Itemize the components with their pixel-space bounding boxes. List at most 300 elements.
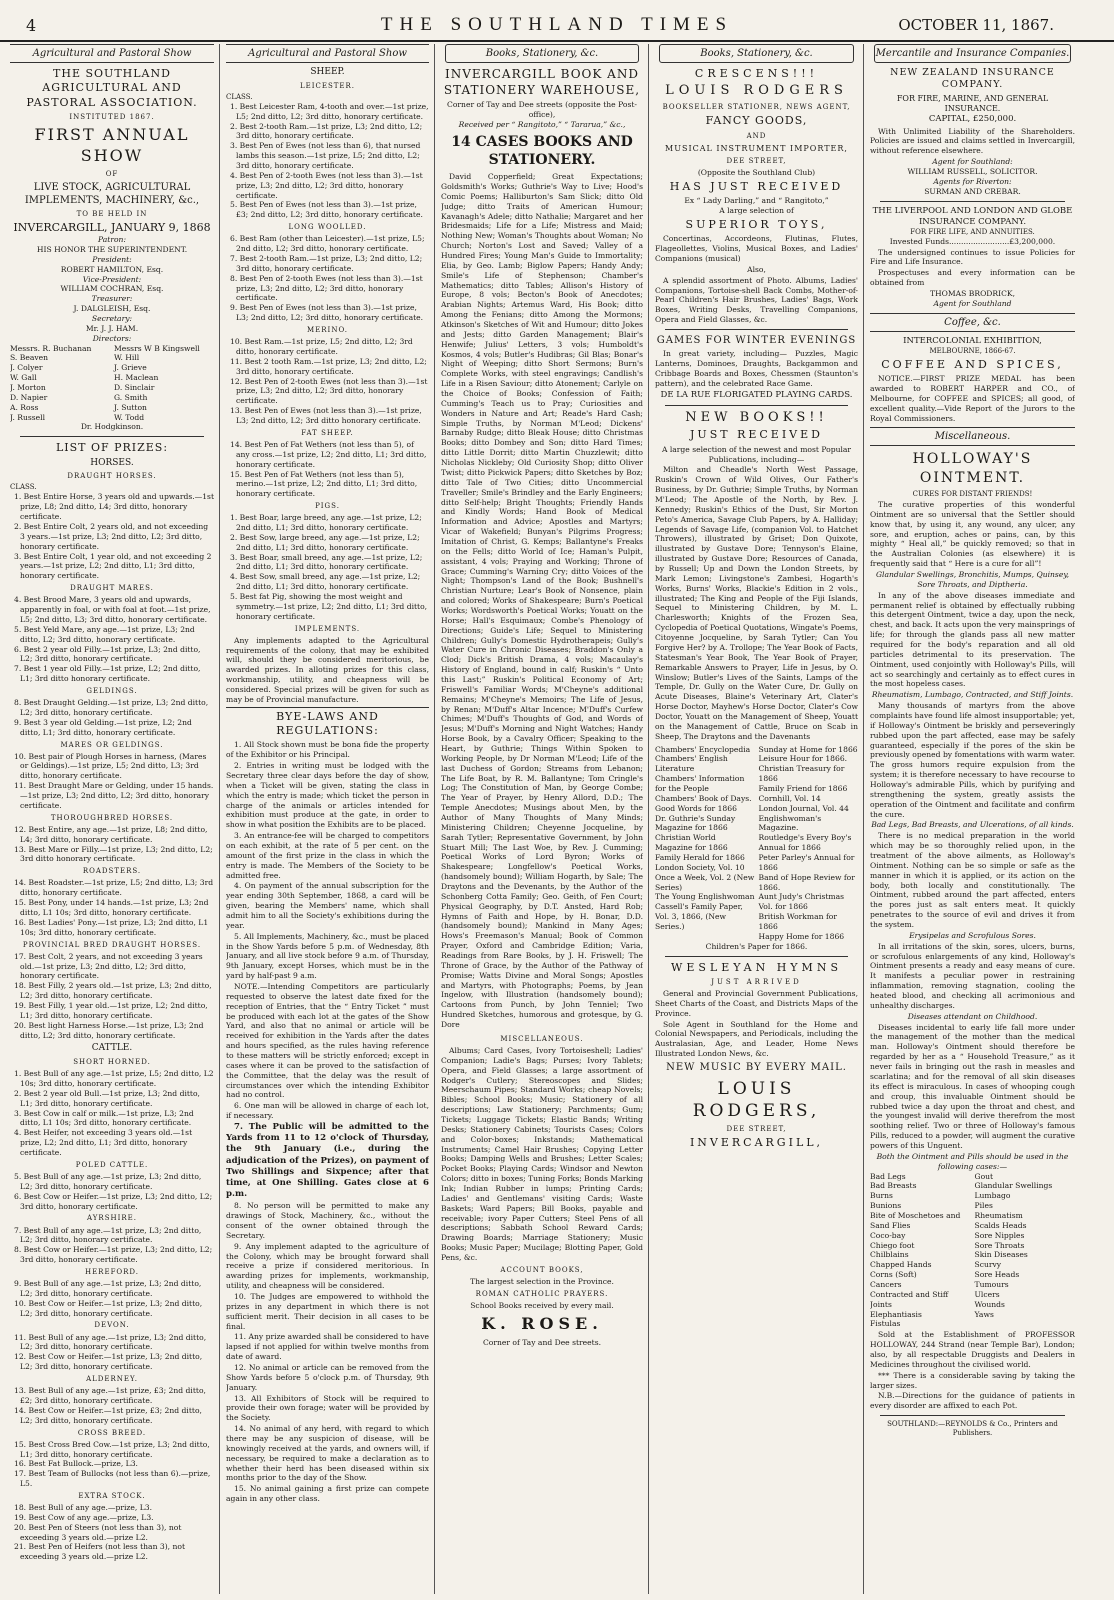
de-la-rue: DE LA RUE FLORIGATED PLAYING CARDS. <box>660 389 853 400</box>
crescens: CRESCENS!!! <box>694 67 819 80</box>
prize-item: 11. Best Draught Mare or Gelding, under 15 hands.—1st prize, L3; 2nd ditto, L2; 3rd ditto, honorary certificate. <box>14 781 214 810</box>
prize-item: 1. Best Entire Horse, 3 years old and upwards.—1st prize, L8; 2nd ditto, L4; 3rd ditto, honorary certificate. <box>14 492 214 522</box>
prize-item: 19. Best Cow of any age.—prize, L3. <box>14 1512 154 1522</box>
large-selection: A large selection of <box>719 206 794 216</box>
patron: HIS HONOR THE SUPERINTENDENT. <box>36 244 188 254</box>
ailment: Scalds Heads <box>974 1220 1027 1230</box>
prize-item: 4. Best Pen of 2-tooth Ewes (not less than 3).—1st prize, L3; 2nd ditto, L2; 3rd ditto, honorary certificate. <box>230 170 423 200</box>
liverpool-title: THE LIVERPOOL AND LONDON AND GLOBE INSURANCE COMPANY. <box>872 205 1073 227</box>
account-books: ACCOUNT BOOKS, <box>500 1265 584 1274</box>
periodical: Leisure Hour for 1866. <box>758 754 848 764</box>
ailment: Sore Heads <box>974 1270 1020 1280</box>
warehouse-address: Corner of Tay and Dee streets (opposite the Post-office), <box>447 100 637 120</box>
invercargill: INVERCARGILL, <box>689 1136 824 1150</box>
prize-item: 14. Best Roadster.—1st prize, L5; 2nd ditto, L3; 3rd ditto, honorary certificate. <box>14 878 214 898</box>
prize-item: 12. Best Cow or Heifer.—1st prize, L3; 2nd ditto, L2; 3rd ditto, honorary certificate. <box>14 1352 203 1372</box>
bylaw: 3. An entrance-fee will be charged to competitors on each exhibit, at the rate of 5 per cent. on the amount of the first prize in the class in which the entry is made. The Members of the Society to be admitted free. <box>226 831 429 880</box>
director: W. Hill <box>114 353 140 363</box>
ailment: Sore Nipples <box>974 1230 1025 1240</box>
section-horses: HORSES. <box>90 457 134 468</box>
periodical: Aunt Judy's Christmas Vol. for 1866 <box>758 892 845 912</box>
prize-item: 9. Best Bull of any age.—1st prize, L3; 2nd ditto, L2; 3rd ditto, honorary certificate. <box>14 1279 202 1298</box>
childrens-paper: Children's Paper for 1866. <box>705 941 808 951</box>
prize-item: 17. Best Colt, 2 years, and not exceeding 3 years old.—1st prize, L3; 2nd ditto, L2; 3rd ditto, honorary certificate. <box>14 951 203 981</box>
director: Dr. Hodgkinson. <box>80 422 144 432</box>
prize-item: 11. Best 2 tooth Ram.—1st prize, L3; 2nd ditto, L2; 3rd ditto, honorary certificate. <box>230 356 427 376</box>
prize-list <box>10 1226 214 1265</box>
prize-item: 3. Best Boar, small breed, any age.—1st prize, L2; 2nd ditto, L1; 3rd ditto, honorary certificate. <box>230 552 423 572</box>
president-label: President: <box>92 254 132 264</box>
agent-southland-label: Agent for Southland: <box>932 157 1013 167</box>
has-just-received: HAS JUST RECEIVED <box>669 180 844 194</box>
prize-list <box>10 698 214 737</box>
prize-item: 6. Best 2 year old Filly.—1st prize, L3; 2nd ditto, L2; 3rd ditto, honorary certificate. <box>14 644 201 664</box>
subsection: GELDINGS. <box>86 686 138 695</box>
nb-note: N.B.—Directions for the guidance of patients in every disorder are affixed to each Pot. <box>870 1391 1075 1411</box>
periodical: British Workman for 1866 <box>758 912 837 931</box>
prize-item: 2. Best Sow, large breed, any age.—1st prize, L2; 2nd ditto, L1; 3rd ditto, honorary certificate. <box>230 532 420 552</box>
prize-item: 9. Best 3 year old Gelding.—1st prize, L2; 2nd ditto, L1; 3rd ditto, honorary certificate. <box>14 717 192 737</box>
periodical: Sunday at Home for 1866 <box>758 744 858 754</box>
saving-note: *** There is a considerable saving by taking the larger sizes. <box>870 1370 1075 1390</box>
holloway-title: HOLLOWAY'S OINTMENT. <box>912 451 1033 486</box>
games-text: In great variety, including— Puzzles, Magic Lanterns, Dominoes, Draughts, Backgammon and Cribbage Boards and Boxes, Chessmen (Staunton's pattern), and the celebrated Race Game. <box>655 349 858 388</box>
prize-item: 11. Best Bull of any age.—1st prize, L3; 2nd ditto, L2; 3rd ditto, honorary certificate. <box>14 1332 207 1352</box>
prize-item: 17. Best Team of Bullocks (not less than 6).—prize, L5. <box>14 1469 211 1489</box>
director: D. Sinclair <box>114 382 155 392</box>
prize-list <box>226 513 429 621</box>
divider <box>20 436 204 437</box>
section-header: Mercantile and Insurance Companies. <box>874 44 1071 63</box>
prize-item: 8. Best Draught Gelding.—1st prize, L3; 2nd ditto, L2; 3rd ditto, honorary certificate. <box>14 698 209 717</box>
school-books: School Books received by every mail. <box>470 1300 614 1310</box>
bylaw: 9. Any implement adapted to the agriculture of the Colony, which may be brought forward shall receive a prize if considered meritorious. In awarding prizes for implements, workmanship, utility, and cheapness will be considered. <box>226 1241 429 1291</box>
prize-item: 14. Best Cow or Heifer.—1st prize, £3; 2nd ditto, L2; 3rd ditto, honorary certificate. <box>14 1405 202 1425</box>
ailment: Wounds <box>974 1299 1005 1309</box>
cases-heading: 14 CASES BOOKS AND STATIONERY. <box>451 133 633 168</box>
ailment: Skin Diseases <box>974 1250 1028 1260</box>
prize-item: 7. Best 2-tooth Ram.—1st prize, L3; 2nd ditto, L2; 3rd ditto, honorary certificate. <box>230 254 423 273</box>
prize-list <box>10 752 214 811</box>
ailment-heading: Bad Legs, Bad Breasts, and Ulcerations, of all kinds. <box>871 820 1074 830</box>
bylaw: 10. The Judges are empowered to withhold the prizes in any department in which there is not sufficient merit. Their decision in all cases to be final. <box>226 1291 429 1331</box>
section-header: Coffee, &c. <box>870 313 1075 332</box>
games-title: GAMES FOR WINTER EVENINGS <box>656 335 857 347</box>
periodical: Dr. Guthrie's Sunday Magazine for 1866 <box>655 813 736 833</box>
subsection: SHORT HORNED. <box>73 1058 151 1067</box>
bylaw: 2. Entries in writing must be lodged with the Secretary three clear days before the day of show, when a Ticket will be given, stating the class in which the entry is made; which ticket the person in charge of the animals or articles intended for exhibition must produce at the gate, in order to show in what position the Exhibits are to be placed. <box>226 761 429 830</box>
bylaw: 14. No animal of any herd, with regard to which there may be any suspicion of disease, will be knowingly received at the yards, and owners will, if necessary, be required to make a declaration as to whether their herd has been diseased within six months prior to the day of the Show. <box>226 1424 429 1483</box>
prize-item: 5. Best Pen of Ewes (not less than 3).—1st prize, £3; 2nd ditto, L2; 3rd ditto, honorary certificate. <box>230 200 423 220</box>
section-cattle: CATTLE. <box>91 1043 133 1054</box>
ailment: Cancers <box>870 1279 902 1289</box>
column-rule <box>219 44 220 1594</box>
prize-item: 20. Best Pen of Steers (not less than 3), not exceeding 3 years old.—prize L2. <box>14 1522 182 1542</box>
periodical: Chambers' Encyclopedia <box>655 744 751 754</box>
ailment-heading: Rheumatism, Lumbago, Contracted, and Stiff Joints. <box>871 690 1074 700</box>
instituted: INSTITUTED 1867. <box>69 112 155 121</box>
column-show-regulations <box>226 44 429 1594</box>
ailment: Chilblains <box>870 1250 909 1260</box>
periodical: Cornhill, Vol. 14 <box>758 793 821 803</box>
ailment-heading: Both the Ointment and Pills should be used in the following cases:— <box>876 1151 1069 1171</box>
prize-item: 15. Best Pony, under 14 hands.—1st prize, L3; 2nd ditto, L1 10s; 3rd ditto, honorary certificate. <box>14 898 209 917</box>
president: ROBERT HAMILTON, Esq. <box>60 264 164 274</box>
book-list: David Copperfield; Great Expectations; Goldsmith's Works; Guthrie's Way to Live; Hood's Comic Poems; Halliburton's Sam Slick; ditto Old Judge; ditto Traits of American Humour; Kavanagh's Adele; ditto Nathalie; Margaret and her Bridesmaids; Life for a Life; Mistress and Maid; Nothing New; Woman's Thoughts about Woman; No Church; Norton's Lost and Saved; Valley of a Hundred Fires; Young Man's Guide to Immortality; Elia, by Geo. Lamb; Biglow Papers; Handy Andy; Smile's Life of Stephenson; Chamber's Mathematics; ditto Tables; Allison's History of Europe, 8 vols; Becton's Book of Anecdotes; Arabian Nights; Artemus Ward, His Book; ditto Among the Fenians; ditto Among the Mormons; Atkinson's Sketches of Wit and Humour; ditto Jokes and Jests; ditto Garden Management; Blair's Henwife; Julius' Letters, 3 vols; Humboldt's Kosmos, 4 vols; Butler's Hudibras; Gil Blas; Bonar's Night of Weeping; ditto Short Sermons; Burn's Complete Works, with steel engravings; Candlish's Life in a Risen Saviour; ditto Atonement; Carlyle on the Choice of Books; Confession of Faith; Cumming's Teach us to Pray; Curiosities and Wonders in Nature and Art; Reade's Hard Cash; Simple Truths, by Norman M'Leod; Dickens' Barnaby Rudge; ditto Bleak House; ditto Christmas Books; ditto Dombey and Son; ditto Hard Times; ditto Little Dorrit; ditto Martin Chuzzlewit; ditto Nicholas Nickleby; Old Curiosity Shop; ditto Oliver Twist; ditto Pickwick Papers; ditto Sketches by Boz; ditto Tale of Two Cities; ditto Uncommercial Traveller; Smile's Brindley and the Early Engineers; ditto Self-help; Bright Thoughts; Friendly Hands and Kindly Words; Hand Book of Medical Information and Advice; Apostles and Martyrs; Vicar of Wakefield; Bunyan's Pilgrims Progress; Imitation of Christ, G. Kemps; Ballantyne's Freaks on the Fells; ditto World of Ice; Haman's Pulpit, assistant, 4 vols; Praying and Working; Throne of Grace; Cumming's Warning Cry; ditto Voices of the Night; Thompson's Land of the Book; Bushnell's Christian Nurture; Lear's Book of Nonsence, plain and colored; Works of Shakespeare; Burn's Poetical Works; Wordsworth's Poetical Works; Youatt on the Horse; Hall's Esquimaux; Combe's Phenology of Directions; Guide's Life; Sequel to Ministering Children; Gully's Domestic Hydrotherapeis; Gully's Water Cure in Chronic Diseases; Braddon's Only a Clod; Dick's British Drama, 4 vols; Macaulay's History of England, bound in calf; Ruskin's “ Unto this Last;” Ruskin's Political Economy of Art; Friswell's Familiar Words; M'Cheyne's additional Remains; M'Cheyne's Memoirs; The Life of Jesus, by Renan; M'Duff's Altar Incence; M'Duff's Curfew Chimes; M'Duff's Thoughts of God, and Words of Jesus; M'Duff's Morning and Night Watches; Handy Horse Book, by a Cavalry Officer; Speaking to the Heart, by Guthrie; Things Within Spoken to Working People, by Dr Norman M'Leod; Life of the last Duchess of Gordon; Streams from Lebanon; The Life Boat, by R. M. Ballantyne; Tom Cringle's Log; The Constitution of Man, by George Combe; The Year of Prayer, by Henry Allord, D.D.; The Temple Anecdotes; Musings about Men, by the Author of Many Thoughts of Many Minds; Ministering Children; Cheyenne Jocqueline, by Sarah Tytler; Representative Government, by John Stuart Mill; The Last Woe, by Rev. J. Cumming; Poetical Works of Lord Byron; Works of Shakespeare; Longfellow's Poetical Works, (handsomely bound); William Hogarth, by Sale; The Draytons and the Devenants, by the Author of the Schonberg Cotta Family; Geo. Geith, of Fen Court; Physical Geography, by D.T. Ansted, Hard Rob; Hymns of Faith and Hope, by H. Bonar, D.D. (handsomely bound); Mankind in Many Ages; Hows's Freemason's Manual; Book of Common Prayer, Oxford and Cambridge Edition; Varia, Readings from Rare Books, by J. H. Friswell; The Throne of Grace, by the Author of the Pathway of Promise; Watts Divine and Moral Songs; Apostles and Martyrs, with Photographs; Poems, by Jean Ingelow, with Illustration (handsomely bound); Cartoons from Punch, by John Tenniel; Two Hundred Sketches, humorous and grotesque, by G. Dore <box>441 172 643 1030</box>
ailment: Sore Throats <box>974 1240 1025 1250</box>
periodicals-list <box>655 745 858 942</box>
prize-item: 10. Best pair of Plough Horses in harness, (Mares or Geldings).—1st prize, L5; 2nd ditto, L3; 3rd ditto, honorary certificate. <box>14 751 207 781</box>
holloway-para: There is no medical preparation in the world which may be so thoroughly relied upon, in the treatment of the above ailments, as Holloway's Ointment. Nothing can be so simple or safe as the manner in which it is applied, or its action on the body, both locally and constitutionally. The Ointment, rubbed around the part affected, enters the pores just as salt enters meat. It quickly penetrates to the source of evil and drives it from the system. <box>870 831 1075 930</box>
ailment: Corns (Soft) <box>870 1270 917 1280</box>
prize-item: 5. Best Yeld Mare, any age.—1st prize, L3; 2nd ditto, L2; 3rd ditto, honorary certificate. <box>14 624 195 644</box>
class-label: CLASS. <box>226 92 253 101</box>
periodical: Cassell's Family Paper, Vol. 3, 1866, (New Series.) <box>655 902 743 931</box>
prize-item: 13. Best Bull of any age.—1st prize, £3; 2nd ditto, £2; 3rd ditto, honorary certificate. <box>14 1386 206 1405</box>
prize-list <box>10 1279 214 1318</box>
implements-text: Any implements adapted to the Agricultural requirements of the colony, that may be exhibited will, should they be considered meritorious, be awarded prizes. In alloting prizes for this class, workmanship, utility, and cheapness will be considered. Special prizes will be given for such as may be of Provincial manufacture. <box>226 635 429 704</box>
periodical: Good Words for 1866 <box>655 803 737 813</box>
periodical: Routledge's Every Boy's Annual for 1866 <box>758 833 852 853</box>
bylaw: 5. All Implements, Machinery, &c., must be placed in the Show Yards before 5 p.m. of Wednesday, 8th January, and all live stock before 9 a.m. of Thursday, 9th January, except Horses, which must be in the yard by half-past 9 a.m. <box>226 931 429 981</box>
prize-list <box>10 1440 214 1489</box>
subsection: MERINO. <box>307 326 348 335</box>
holloway-para: Many thousands of martyrs from the above complaints have found life almost insupportable; yet, if Holloway's Ointment be briskly and perseveringly rubbed upon the part affected, ease may be safely guaranteed, especially if the pores of the skin be previously opened by fomentations with warm water. The gross humors require expulsion from the system; it is therefore necessary to have recourse to Holloway's admirable Pills, which by purifying and strengthening the system, greatly assists the operation of the Ointment and facilitate and confirm the cure. <box>870 701 1075 819</box>
prize-item: 15. Best Cross Bred Cow.—1st prize, L3; 2nd ditto, L1; 3rd ditto, honorary certificate. <box>14 1439 210 1459</box>
ailment: Coco-bay <box>870 1230 906 1240</box>
column-agricultural-show <box>10 44 214 1594</box>
treasurer-label: Treasurer: <box>91 294 133 304</box>
bylaw: 11. Any prize awarded shall be considered to have lapsed if not applied for within twelve months from date of award. <box>226 1332 429 1362</box>
subsection: DRAUGHT MARES. <box>70 584 154 593</box>
periodical: The Young Englishwoman <box>655 892 755 902</box>
prize-item: 16. Best Fat Bullock.—prize, L3. <box>14 1459 138 1469</box>
divider <box>880 201 1065 202</box>
prize-list <box>226 337 429 426</box>
fancy-goods: FANCY GOODS, <box>705 114 808 128</box>
prize-list <box>226 102 429 220</box>
prize-item: 2. Best 2-tooth Ram.—1st prize, L3; 2nd ditto, L2; 3rd ditto, honorary certificate. <box>230 121 423 141</box>
director: Messrs. R. Buchanan <box>10 343 92 353</box>
subsection: LONG WOOLLED. <box>288 223 367 232</box>
prize-item: 10. Best Ram.—1st prize, L5; 2nd ditto, L2; 3rd ditto, honorary certificate. <box>230 337 413 356</box>
show-venue: INVERCARGILL, JANUARY 9, 1868 <box>13 220 211 234</box>
exhibition-title: INTERCOLONIAL EXHIBITION, <box>903 335 1042 346</box>
periodical: Family Herald for 1866 <box>655 852 745 862</box>
just-received: JUST RECEIVED <box>690 428 823 442</box>
bylaw: 12. No animal or article can be removed from the Show Yards before 5 o'clock p.m. of Thursday, 9th January. <box>226 1362 429 1392</box>
nz-insurance-title: NEW ZEALAND INSURANCE COMPANY. <box>890 67 1055 91</box>
prize-item: 20. Best light Harness Horse.—1st prize, L3; 2nd ditto, L2; 3rd ditto, honorary certificate. <box>14 1020 204 1040</box>
sole-agent: Sole Agent in Southland for the Home and Colonial Newspapers, and Periodicals, including the Australasian, Age, and Leader, Home News Illustrated London News, &c. <box>655 1019 858 1059</box>
prize-item: 13. Best Mare or Filly.—1st prize, L3; 2nd ditto, L2; 3rd ditto honorary certificate. <box>14 844 213 864</box>
ailment: Glandular Swellings <box>974 1181 1053 1191</box>
column-insurance-misc <box>870 44 1075 1594</box>
director: D. Napier <box>10 392 48 402</box>
secretary: Mr. J. J. HAM. <box>85 323 139 333</box>
dee-street: DEE STREET, <box>726 157 787 166</box>
toys-text: Concertinas, Accordeons, Flutinas, Flutes, Flageollettes, Violins, Musical Boxes, and Ladies' Companions (musical) <box>655 234 858 264</box>
ailment: Ulcers <box>974 1289 1000 1299</box>
prize-item: 10. Best Cow or Heifer.—1st prize, L3; 2nd ditto, L2; 3rd ditto, honorary certificate. <box>14 1298 203 1318</box>
holloway-para: The curative properties of this wonderful Ointment are so universal that the Settler should know that, by using it, any wound, any ulcer, any sore, and eruption, aches or pains, can, by this mighty “ Heal all,” be quickly removed; so that in the Australian Colonies (as elsewhere) it is frequently said that “ Here is a cure for all”! <box>870 499 1075 569</box>
also-label: Also, <box>747 264 766 274</box>
publication-list: Milton and Cheadle's North West Passage, Ruskin's Crown of Wild Olives, Our Father's Business, by Dr. Guthrie; Simple Truths, by Norman M'Leod; The Apostle of the North, by Rev. J. Kennedy; Ruskin's Ethics of the Dust, Sir Morton Peto's America, Savage Club Papers, by A. Halliday; Legends of Savage Life, (companion Vol. to Hatchet Throwers), illustrated by Griset; Don Quixote, illustrated by Gustave Dore; Tennyson's Elaine, illustrated by Gustave Dore; Resources of Canada, by Russell; Up and Down the London Streets, by Mark Lemon; Livingstone's Zambesi, Hogarth's Works, Burns' Works, Blackie's Edition in 2 vols., illustrated; The King and People of the Fiji Islands, Sequel to Ministering Children, by M. L. Charlesworth; Knights of the Frozen Sea, Cyclopedia of Poetical Quotations, Wingate's Poems, Citoyenne Jocqueline, by Sarah Tytler; Can You Forgive Her? by A. Trollope; The Year Book of Facts, Statesman's Year Book, The Year Book of Prayer, Remarkable Answers to Prayer, Life in Jesus, by O. Winslow; Butler's Lives of the Saints, Lamps of the Temple, Dr. Gully on the Water Cure, Dr. Gully on Acute Diseases, Blaine's Veterinary Art, Clater's Horse Doctor, Mayhew's Horse Doctor, Clater's Cow Doctor, Youatt on the Management of Sheep, Youatt on the Management of Cattle, Bruce on Scab in Sheep, The Draytons and the Davenants <box>655 465 858 741</box>
subsection: LEICESTER. <box>299 81 356 90</box>
wesleyan-hymns: WESLEYAN HYMNS <box>671 960 842 974</box>
prize-list <box>226 234 429 323</box>
ailment: Fistulas <box>870 1319 901 1329</box>
bylaw: 15. No animal gaining a first prize can compete again in any other class. <box>226 1484 429 1504</box>
prize-item: 1. Best Leicester Ram, 4-tooth and over.—1st prize, L5; 2nd ditto, L2; 3rd ditto, honorary certificate. <box>230 101 429 121</box>
misc-title: MISCELLANEOUS. <box>500 1034 584 1043</box>
section-header: Agricultural and Pastoral Show <box>226 44 429 63</box>
section-sheep: SHEEP. <box>310 67 345 77</box>
coffee-title: COFFEE AND SPICES, <box>881 357 1064 371</box>
director: S. Beaven <box>10 353 49 363</box>
liverpool-text: The undersigned continues to issue Policies for Fire and Life Insurance. <box>870 247 1075 267</box>
agent-southland: WILLIAM RUSSELL, SOLICITOR. <box>907 166 1038 176</box>
prize-list <box>10 595 214 684</box>
to-be-held: TO BE HELD IN <box>76 209 148 218</box>
rodgers-footer-name: LOUIS RODGERS, <box>692 1078 821 1122</box>
ailment: Burns <box>870 1191 893 1201</box>
capital-text: With Unlimited Liability of the Shareholders. Policies are issued and claims settled in Invercargill, without reference elsewhere. <box>870 126 1075 156</box>
ailment: Chapped Hands <box>870 1260 932 1270</box>
bylaw: 4. On payment of the annual subscription for the year ending 30th September, 1868, a card will be given, bearing the Members' name, which shall admit him to all the Society's exhibitions during the year. <box>226 881 429 930</box>
periodical: Once a Week, Vol. 2 (New Series) <box>655 872 755 892</box>
column-rule <box>648 44 649 1594</box>
exhibition-sub: MELBOURNE, 1866-67. <box>929 346 1016 355</box>
agent-riverton-label: Agents for Riverton: <box>933 176 1012 186</box>
ailment-heading: Glandular Swellings, Bronchitis, Mumps, Quinsey, Sore Throats, and Diptheria. <box>875 569 1070 589</box>
and-label: AND <box>746 131 767 140</box>
subsection: PROVINCIAL BRED DRAUGHT HORSES. <box>22 940 202 949</box>
subsection: FAT SHEEP. <box>301 428 354 437</box>
prize-item: 16. Best Ladies' Pony.—1st prize, L3; 2nd ditto, L1 10s; 3rd ditto, honorary certificate. <box>14 917 209 937</box>
section-header: Books, Stationery, &c. <box>659 44 854 63</box>
ailment: Elephantiasis <box>870 1309 922 1319</box>
periodical: Christian Treasury for 1866 <box>758 764 845 784</box>
prize-item: 3. Best Pen of Ewes (not less than 6), that nursed lambs this season.—1st prize, L5; 2nd ditto, L2; 3rd ditto, honorary certificate. <box>230 141 421 171</box>
superior-toys: SUPERIOR TOYS, <box>685 218 828 232</box>
ex-ships: Ex “ Lady Darling,” and “ Rangitoto,” <box>684 196 829 206</box>
section-header: Miscellaneous. <box>870 427 1075 446</box>
periodical: Englishwoman's Magazine. <box>758 813 822 833</box>
prize-item: 1. Best Bull of any age.—1st prize, L5; 2nd ditto, L2 10s; 3rd ditto, honorary certificate. <box>14 1069 214 1089</box>
subsection: DEVON. <box>94 1321 130 1330</box>
ailment-heading: Erysipelas and Scrofulous Sores. <box>909 930 1036 940</box>
bylaw: NOTE.—Intending Competitors are particularly requested to observe the latest date fixed for the reception of Entries, that the “ Entry Ticket ” must be produced with each lot at the gates of the Show Yard, and also that no animal or article will be received for exhibition in the Yards after the dates and hours specified, as the rules having reference to these matters will be strictly enforced; except in cases where it can be proved to the satisfaction of the Committee, that the delay was the result of circumstances over which the intending Exhibitor had no control. <box>226 981 429 1100</box>
holloway-para: Diseases incidental to early life fall more under the management of the mother than the medical man. Holloway's Ointment should therefore be regarded by her as a “ Household Treasure,” as it never fails in bringing out the rash in measles and scarlatina; and for the removal of all skin diseases its effect is miraculous. In cases of whooping cough and croup, this invaluable Ointment should be rubbed twice a day upon the throat and chest, and the youngest invalid will derive therefrom the most soothing relief. Two or three of Holloway's famous Pills, reduced to a powder, will augment the curative powers of this Unguent. <box>870 1022 1075 1150</box>
subsection: EXTRA STOCK. <box>78 1491 146 1500</box>
section-header: Agricultural and Pastoral Show <box>10 44 214 63</box>
prize-item: 21. Best Pen of Heifers (not less than 3), not exceeding 3 years old.—prize L2. <box>14 1542 186 1562</box>
opposite-club: (Opposite the Southland Club) <box>697 168 816 178</box>
newspaper-title: THE SOUTHLAND TIMES <box>380 14 734 35</box>
prize-item: 4. Best Sow, small breed, any age.—1st prize, L2; 2nd ditto, L1; 3rd ditto, honorary certificate. <box>230 572 421 592</box>
prize-item: 19. Best Filly, 1 year old.—1st prize, L2; 2nd ditto, L1; 3rd ditto, honorary certificate. <box>14 1000 208 1020</box>
section-header: Books, Stationery, &c. <box>445 44 639 63</box>
ailment: Bite of Moschetoes and Sand Flies <box>870 1210 961 1230</box>
prize-item: 8. Best Pen of 2-tooth Ewes (not less than 3).—1st prize, L3; 2nd ditto, L2; 3rd ditto, honorary certificate. <box>230 273 423 303</box>
also-text: A splendid assortment of Photo. Albums, Ladies' Companions, Tortoise-shell Back Combs, Mother-of-Pearl Children's Hair Brushes, Ladies' Bags, Work Boxes, Writing Desks, Travelling Companions, Opera and Field Glasses, &c. <box>655 275 858 325</box>
ailment: Piles <box>974 1201 993 1211</box>
subsection: CROSS BREED. <box>77 1428 147 1437</box>
prize-item: 6. Best Cow or Heifer.—1st prize, L3; 2nd ditto, L2; 3rd ditto, honorary certificate. <box>14 1191 213 1211</box>
capital: CAPITAL, £250,000. <box>928 114 1017 125</box>
prize-item: 18. Best Bull of any age.—prize, L3. <box>14 1503 153 1513</box>
bylaw: 1. All Stock shown must be bona fide the property of the Exhibitor or his Principal. <box>226 740 429 760</box>
director: W. Gall <box>10 373 37 383</box>
ailment: Bad Breasts <box>870 1181 917 1191</box>
holloway-cures: CURES FOR DISTANT FRIENDS! <box>912 489 1033 498</box>
brodrick-role: Agent for Southland <box>933 298 1012 308</box>
ailment: Lumbago <box>974 1191 1011 1201</box>
directors-list <box>10 344 214 423</box>
bylaw: 8. No person will be permitted to make any drawings of Stock, Machinery, &c., without the consent of the owner obtained through the Secretary. <box>226 1201 429 1240</box>
ailment: Bunions <box>870 1201 902 1211</box>
prize-list <box>10 1172 214 1211</box>
prize-list <box>10 825 214 864</box>
ailment: Yaws <box>974 1309 994 1319</box>
agent-riverton: SURMAN AND CREBAR. <box>924 186 1021 196</box>
ailment: Scurvy <box>974 1260 1002 1270</box>
holloway-para: In any of the above diseases immediate and permanent relief is obtained by effectually rubbing this detergent Ointment, twice a day, upon the neck, chest, and back. It acts upon the very mainsprings of life; for through the glands pass all new matter required for the body's reparation and all old particles detrimental to its preservation. The Ointment, used conjointly with Holloway's Pills, will act so searchingly and certainly as to effect cures in the most hopeless cases. <box>870 590 1075 689</box>
subsection: ROADSTERS. <box>82 867 142 876</box>
printer-imprint: SOUTHLAND:—REYNOLDS & Co., Printers and Publishers. <box>887 1420 1058 1438</box>
prize-item: 2. Best Entire Colt, 2 years old, and not exceeding 3 years.—1st prize, L3; 2nd ditto, L2; 3rd ditto, honorary certificate. <box>14 522 209 551</box>
roman-catholic: ROMAN CATHOLIC PRAYERS. <box>475 1289 609 1298</box>
vp-label: Vice-President: <box>82 274 142 284</box>
periodical: Chambers' English Literature <box>655 754 728 774</box>
prize-item: 7. Best Bull of any age.—1st prize, L3; 2nd ditto, L2; 3rd ditto, honorary certificate. <box>14 1225 202 1245</box>
patron-label: Patron: <box>98 235 126 245</box>
column-invercargill-books <box>441 44 643 1594</box>
bylaw: 6. One man will be allowed in charge of each lot, if necessary. <box>226 1101 429 1121</box>
periodical: Chambers' Information for the People <box>655 774 745 793</box>
new-books: NEW BOOKS!! <box>685 409 828 425</box>
holloway-para: In all irritations of the skin, sores, ulcers, burns, or scrofulous enlargements of any kind, Holloway's Ointment presents a ready and easy means of cure. It manifests a peculiar power in restraining inflammation, removing stagnation, cooling the heated blood, and checking all acrimonious and unhealthy discharges. <box>870 941 1075 1010</box>
prize-list <box>10 1069 214 1158</box>
subsection: ALDERNEY. <box>86 1375 138 1384</box>
bylaw-public-admission: 7. The Public will be admitted to the Yards from 11 to 12 o'clock of Thursday, the 9th January (i.e., during the adjudication of the Prizes), on payment of Two Shillings and Sixpence; after that time, at One Shilling. Gates close at 6 p.m. <box>226 1122 429 1200</box>
prize-item: 4. Best Heifer, not exceeding 3 years old.—1st prize, L2; 2nd ditto, L1; 3rd ditto, honorary certificate. <box>14 1128 193 1158</box>
page-number: 4 <box>26 16 37 35</box>
prize-item: 15. Best Pen of Fat Wethers (not less than 5), merino.—1st prize, L2; 2nd ditto, L1; 3rd ditto, honorary certificate. <box>230 469 418 499</box>
periodical: Chambers' Book of Days. <box>655 793 752 803</box>
prize-item: 4. Best Brood Mare, 3 years old and upwards, apparently in foal, or with foal at foot.—1st prize, L5; 2nd ditto, L3; 3rd ditto, honorary certificate. <box>14 595 211 624</box>
ailment: Gout <box>974 1171 994 1181</box>
prize-item: 8. Best Cow or Heifer.—1st prize, L3; 2nd ditto, L2; 3rd ditto, honorary certificate. <box>14 1245 213 1265</box>
director: H. Maclean <box>114 373 159 383</box>
subsection: PIGS. <box>315 502 340 511</box>
director: G. Smith <box>114 392 148 402</box>
prizes-title: LIST OF PRIZES: <box>55 441 169 455</box>
director: J. Russell <box>10 412 46 422</box>
government-publications: General and Provincial Government Publications, Sheet Charts of the Coast, and Districts Maps of the Province. <box>655 988 858 1018</box>
rose-address: Corner of Tay and Dee streets. <box>482 1337 602 1347</box>
misc-list: Albums; Card Cases, Ivory Tortoiseshell; Ladies' Companion; Ladie's Bags; Purses; Ivory Tablets; Opera, and Field Glasses; a large assortment of Rodger's Cutlery; Stereoscopes and Slides; Meerschaum Pipes; Standard Works; cheap Novels; Bibles; School Books; Music; Stationery of all descriptions; Law Stationery; Parchments; Gum; Tickets; Luggage Tickets; Elastic Bands; Writing Desks; Stationery Cabinets; Tourists Cases; Colors and Color-boxes; Inkstands; Mathematical Instruments; Camel Hair Brushes; Copying Letter Books; Damping Wells and Brushes; Letter Scales; Pocket Books; Playing Cards; Windsor and Newton Colors; ditto in boxes; Tuning Forks; Bonds Marking Ink; Indian Rubber in lumps; Printing Cards; Ladies' and Gentlemans' visiting Cards; Waste Baskets; Ward Papers; Bill Books, payable and receivable; ivory Paper Cutters; Steel Pens of all descriptions; Sabbath School Reward Cards; Drawing Boards; Marriage Stationery; Music Books; Music Paper; Mucilage; Blotting Paper, Gold Pens, &c. <box>441 1046 643 1263</box>
director: J. Sutton <box>114 402 147 412</box>
column-louis-rodgers <box>655 44 858 1594</box>
dee-street: DEE STREET, <box>726 1125 787 1134</box>
director: J. Grieve <box>114 363 147 373</box>
show-subtitle: LIVE STOCK, AGRICULTURAL IMPLEMENTS, MACHINERY, &c., <box>24 181 200 206</box>
periodical: Family Friend for 1866 <box>758 783 848 793</box>
divider <box>880 1415 1065 1416</box>
just-arrived: JUST ARRIVED <box>711 977 802 986</box>
subsection: MARES OR GELDINGS. <box>60 740 164 749</box>
new-music: NEW MUSIC BY EVERY MAIL. <box>666 1061 847 1073</box>
prize-list <box>10 1333 214 1372</box>
directors-label: Directors: <box>92 333 132 343</box>
prize-item: 18. Best Filly, 2 years old.—1st prize, L3; 2nd ditto, L2; 3rd ditto, honorary certificate. <box>14 981 212 1001</box>
divider <box>665 329 848 330</box>
just-received-text: A large selection of the newest and most Popular Publications, including— <box>661 444 852 464</box>
show-title: FIRST ANNUAL SHOW <box>34 124 190 165</box>
masthead <box>0 0 1114 42</box>
prospectus-text: Prospectuses and every information can be obtained from <box>870 268 1075 288</box>
periodical: Peter Parley's Annual for 1866 <box>758 852 855 872</box>
bylaw: 13. All Exhibitors of Stock will be required to provide their own forage; water will be provided by the Society. <box>226 1393 429 1423</box>
director: Messrs W B Kingswell <box>114 343 200 353</box>
prize-item: 3. Best Cow in calf or milk.—1st prize, L3; 2nd ditto, L1 10s; 3rd ditto, honorary certificate. <box>14 1108 194 1128</box>
bylaws-title: BYE-LAWS AND REGULATIONS: <box>226 707 429 739</box>
periodical: London Journal, Vol. 44 <box>758 803 849 813</box>
ailment: Chiego foot <box>870 1240 915 1250</box>
subsection: POLED CATTLE. <box>75 1160 149 1169</box>
subsection: HEREFORD. <box>84 1267 140 1276</box>
column-rule <box>434 44 435 1594</box>
secretary-label: Secretary: <box>91 313 133 323</box>
prize-list <box>10 492 214 581</box>
director: J. Colyer <box>10 363 43 373</box>
musical-importer: MUSICAL INSTRUMENT IMPORTER, <box>665 143 848 153</box>
subsection: AYRSHIRE. <box>87 1214 137 1223</box>
class-label: CLASS. <box>10 483 37 492</box>
prize-item: 6. Best Ram (other than Leicester).—1st prize, L5; 2nd ditto, L2; 3rd ditto, honorary certificate. <box>230 234 425 254</box>
prize-item: 1. Best Boar, large breed, any age.—1st prize, L2; 2nd ditto, L1; 3rd ditto, honorary certificate. <box>230 513 422 533</box>
periodical: Christian World Magazine for 1866 <box>655 833 728 853</box>
prize-item: 7. Best 1 year old Filly.—1st prize, L2; 2nd ditto, L1; 3rd ditto honorary certificate. <box>14 664 201 684</box>
periodical: Happy Home for 1866 <box>758 931 845 941</box>
prize-list <box>226 440 429 499</box>
ailments-list <box>870 1172 1075 1330</box>
subsection: THOROUGHBRED HORSES. <box>50 813 174 822</box>
invested-funds: Invested Funds.........................£3,200,000. <box>889 236 1056 246</box>
society-name: THE SOUTHLAND AGRICULTURAL AND PASTORAL ASSOCIATION. <box>26 67 198 109</box>
prize-item: 13. Best Pen of Ewes (not less than 3).—1st prize, L3; 2nd ditto, L2; 3rd ditto honorary certificate. <box>230 406 422 425</box>
rodgers-name: LOUIS RODGERS <box>665 83 848 99</box>
prize-list <box>10 1503 214 1562</box>
received-note: Received per “ Rangitoto,” “ Tararua,” &c., <box>458 119 626 129</box>
ailment: Contracted and Stiff Joints <box>870 1289 949 1309</box>
director: J. Morton <box>10 382 46 392</box>
treasurer: J. DALGLEISH, Esq. <box>73 304 151 314</box>
director: A. Ross <box>10 402 39 412</box>
brodrick-name: THOMAS BRODRICK, <box>929 289 1015 299</box>
ailment: Bad Legs <box>870 1171 906 1181</box>
prize-item: 14. Best Pen of Fat Wethers (not less than 5), of any cross.—1st prize, L2; 2nd ditto, L1; 3rd ditto, honorary certificate. <box>230 439 427 469</box>
divider <box>665 405 848 406</box>
prize-item: 12. Best Entire, any age.—1st prize, L8; 2nd ditto, L4; 3rd ditto, honorary certificate. <box>14 824 208 844</box>
prize-item: 2. Best 2 year old Bull.—1st prize, L3; 2nd ditto, L1; 3rd ditto, honorary certificate. <box>14 1088 200 1108</box>
rodgers-trade: BOOKSELLER STATIONER, NEWS AGENT, <box>662 103 851 112</box>
vice-president: WILLIAM COCHRAN, Esq. <box>60 284 164 294</box>
periodical: Band of Hope Review for 1866. <box>758 872 855 892</box>
ailment: Rheumatism <box>974 1210 1023 1220</box>
